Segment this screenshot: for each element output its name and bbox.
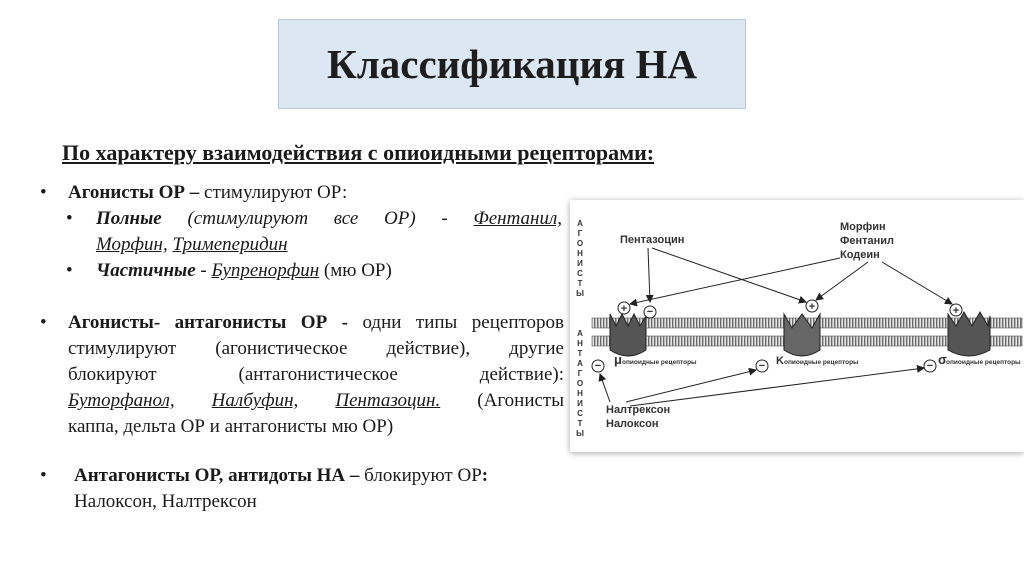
full-agonists-item: [96, 206, 562, 258]
vertical-letter: О: [576, 239, 584, 248]
vertical-letter: Н: [577, 339, 583, 348]
fentanyl-label: Фентанил: [840, 235, 895, 247]
vertical-letter: И: [577, 259, 583, 268]
antagonists-item: [74, 463, 564, 515]
bullet-marker: •: [40, 465, 47, 486]
antagonists-dash: –: [345, 465, 365, 486]
drug-fentanyl: Фентанил,: [473, 208, 563, 229]
vertical-letter: Т: [577, 349, 583, 358]
aa-line5: каппа, дельта ОР и антагонисты мю ОР): [68, 416, 394, 437]
vertical-letter: Т: [577, 279, 583, 288]
agonists-desc: стимулируют ОР:: [204, 182, 348, 203]
antagonists-drugs: Налоксон, Налтрексон: [74, 491, 257, 512]
page-title: Классификация НА: [327, 41, 697, 87]
full-desc: (стимулируют все ОР) -: [187, 208, 448, 229]
vertical-letter: О: [576, 379, 584, 388]
arrows-antagonists: [600, 368, 924, 406]
receptor-diagram-svg: [570, 200, 1024, 452]
kappa-receptor-label: опиоидные рецепторы: [784, 359, 859, 366]
agonists-vertical-label: [576, 219, 584, 298]
mu-receptor-label: опиоидные рецепторы: [622, 359, 697, 366]
antagonists-label: Антагонисты ОР, антидоты НА: [74, 465, 346, 486]
svg-text:+: +: [620, 303, 628, 315]
delta-symbol: σ: [938, 352, 947, 367]
antagonists-colon: :: [481, 465, 489, 486]
vertical-letter: А: [577, 219, 583, 228]
full-label: Полные: [96, 208, 162, 229]
plus-circle: [806, 300, 818, 313]
minus-circle: [592, 360, 604, 372]
title-box: [278, 19, 746, 109]
vertical-letter: Ы: [576, 289, 584, 298]
svg-text:+: +: [808, 301, 816, 313]
agonist-antagonists-label: Агонисты- антагонисты ОР -: [68, 312, 348, 333]
bullet-marker: •: [40, 312, 47, 333]
naloxone-label: Налоксон: [606, 418, 659, 430]
vertical-letter: Т: [577, 419, 583, 428]
delta-receptor-label: опиоидные рецепторы: [946, 359, 1021, 366]
svg-text:−: −: [594, 360, 602, 372]
agonists-dash: –: [185, 182, 205, 203]
bullet-marker: •: [40, 182, 47, 203]
vertical-letter: С: [577, 269, 583, 278]
agonists-label: Агонисты ОР: [68, 182, 186, 203]
minus-circle: [756, 360, 768, 372]
vertical-letter: А: [577, 359, 583, 368]
partial-agonists-item: [96, 258, 562, 284]
receptor-diagram: [570, 200, 1024, 452]
aa-line3: блокируют (антагонистическое действие):: [68, 364, 564, 385]
bullet-marker: •: [66, 260, 73, 281]
vertical-letter: Ы: [576, 429, 584, 438]
svg-text:−: −: [758, 360, 766, 372]
vertical-letter: Г: [577, 229, 583, 238]
plus-circle: [950, 304, 962, 317]
section-subtitle: По характеру взаимодействия с опиоидными рецепторами:: [62, 140, 655, 165]
pentazocine-label: Пентазоцин: [620, 234, 685, 246]
mu-symbol: μ: [614, 352, 622, 367]
partial-label: Частичные: [96, 260, 196, 281]
vertical-letter: С: [577, 409, 583, 418]
kappa-symbol: K: [776, 355, 784, 367]
partial-dash: -: [195, 260, 212, 281]
svg-text:−: −: [646, 306, 654, 318]
antagonists-vertical-label: [576, 329, 584, 438]
vertical-letter: А: [577, 329, 583, 338]
vertical-letter: Н: [577, 249, 583, 258]
morphine-label: Морфин: [840, 221, 886, 233]
bullet-marker: •: [66, 208, 73, 229]
partial-note: (мю ОР): [319, 260, 392, 281]
svg-text:−: −: [926, 360, 934, 372]
naltrexone-label: Налтрексон: [606, 404, 671, 416]
aa-line1: одни типы рецепторов: [362, 312, 565, 333]
agonists-item: [68, 180, 568, 206]
antagonists-desc: блокируют ОР: [364, 465, 482, 486]
codeine-label: Кодеин: [840, 249, 880, 261]
drug-pentazocine: Пентазоцин.: [335, 390, 441, 411]
vertical-letter: Н: [577, 389, 583, 398]
vertical-letter: И: [577, 399, 583, 408]
svg-text:+: +: [952, 305, 960, 317]
vertical-letter: Г: [577, 369, 583, 378]
drug-morphine: Морфин,: [96, 234, 168, 255]
agonist-antagonists-item: [68, 310, 564, 440]
arrows-pentazocine: [648, 248, 806, 302]
aa-line2: стимулируют (агонистическое действие), другие: [68, 338, 564, 359]
minus-circle: [644, 306, 656, 318]
plus-circle: [618, 302, 630, 315]
drug-nalbuphine: Налбуфин,: [211, 390, 299, 411]
aa-line4-tail: (Агонисты: [477, 390, 564, 411]
minus-circle: [924, 360, 936, 372]
drug-buprenorphine: Бупренорфин: [211, 260, 320, 281]
drug-trimeperidine: Тримеперидин: [172, 234, 288, 255]
drug-butorphanol: Буторфанол,: [68, 390, 175, 411]
